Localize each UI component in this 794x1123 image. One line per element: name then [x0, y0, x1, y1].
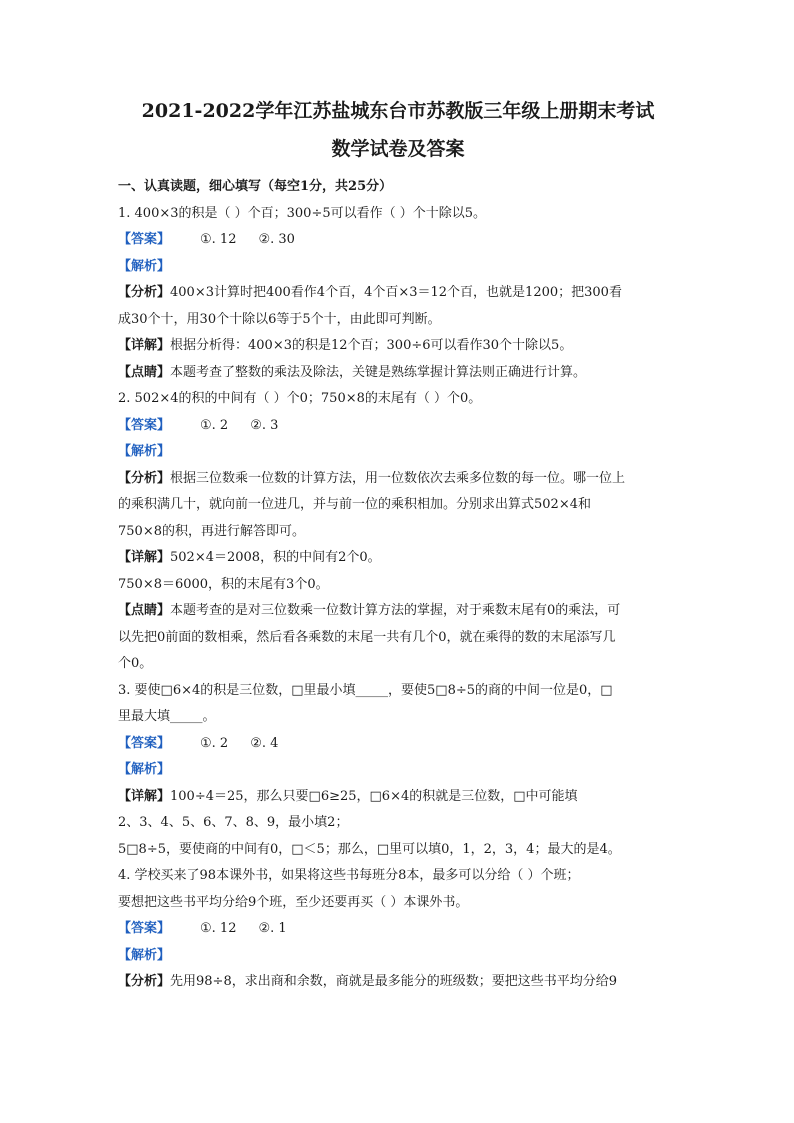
detail-tag: 【详解】: [118, 788, 171, 804]
q2-analysis-tag: [118, 439, 678, 466]
question-3-line-2: 里最大填_____。: [118, 709, 216, 724]
q1-fenxi-1: [118, 280, 678, 307]
q4-answer-2: ②. 1: [258, 921, 287, 936]
q2-answer: [118, 413, 678, 440]
q1-answer-2: ②. 30: [258, 232, 295, 247]
q3-detail-2: 2、3、4、5、6、7、8、9，最小填2；: [118, 815, 349, 830]
question-2: 2. 502×4的积的中间有（ ）个0；750×8的末尾有（ ）个0。: [118, 391, 482, 406]
q1-detail: [118, 333, 678, 360]
answer-tag: 【答案】: [118, 232, 171, 247]
answer-tag: 【答案】: [118, 921, 171, 936]
q4-fenxi-1: [118, 969, 678, 996]
answer-tag: 【答案】: [118, 417, 171, 433]
q2-detail-2: 750×8＝6000，积的末尾有3个0。: [118, 576, 329, 592]
q3-detail-text-1: 100÷4＝25，那么只要□6≥25，□6×4的积就是三位数，□中可能填: [170, 788, 578, 804]
q3-analysis-tag: [118, 757, 678, 784]
detail-tag: 【详解】: [118, 338, 171, 353]
q2-answer-1: ①. 2: [200, 417, 229, 433]
q3-detail-3: 5□8÷5，要使商的中间有0，□＜5；那么，□里可以填0，1，2，3，4；最大的是4。: [118, 841, 621, 857]
q1-analysis-tag: [118, 254, 678, 281]
q2-fenxi-3: 750×8的积，再进行解答即可。: [118, 523, 305, 539]
q3-answer: [118, 731, 678, 758]
document-title-line-2: 数学试卷及答案: [331, 138, 465, 160]
q2-comment-1: [118, 598, 678, 625]
analysis-tag: 【解析】: [118, 258, 171, 274]
question-4-line-1: 4. 学校买来了98本课外书，如果将这些书每班分8本，最多可以分给（ ）个班；: [118, 868, 580, 883]
fenxi-tag: 【分析】: [118, 285, 171, 300]
q2-comment-text-1: 本题考查的是对三位数乘一位数计算方法的掌握，对于乘数末尾有0的乘法，可: [170, 603, 621, 618]
document-title-line-1: 2021-2022学年江苏盐城东台市苏教版三年级上册期末考试: [141, 100, 655, 122]
analysis-tag: 【解析】: [118, 762, 171, 777]
document-page: [118, 96, 678, 996]
fenxi-tag: 【分析】: [118, 974, 171, 989]
q1-answer: [118, 227, 678, 254]
q2-detail-text-1: 502×4＝2008，积的中间有2个0。: [170, 550, 381, 565]
q2-fenxi-text-1: 根据三位数乘一位数的计算方法，用一位数依次去乘多位数的每一位。哪一位上: [170, 470, 626, 486]
question-1: 1. 400×3的积是（ ）个百；300÷5可以看作（ ）个十除以5。: [118, 205, 487, 221]
comment-tag: 【点睛】: [118, 603, 171, 618]
q3-detail-1: [118, 784, 678, 811]
q1-fenxi-2: 成30个十，用30个十除以6等于5个十，由此即可判断。: [118, 311, 441, 327]
q1-answer-1: ①. 12: [200, 232, 237, 247]
q4-answer-1: ①. 12: [200, 921, 237, 936]
detail-tag: 【详解】: [118, 550, 171, 565]
q3-answer-1: ①. 2: [200, 735, 229, 751]
q2-fenxi-2: 的乘积满几十，就向前一位进几，并与前一位的乘积相加。分别求出算式502×4和: [118, 497, 591, 512]
q2-comment-3: 个0。: [118, 656, 153, 671]
q4-answer: [118, 916, 678, 943]
q1-fenxi-text-1: 400×3计算时把400看作4个百，4个百×3＝12个百，也就是1200；把300看: [170, 285, 622, 300]
q1-comment: [118, 360, 678, 387]
question-4-line-2: 要想把这些书平均分给9个班，至少还要再买（ ）本课外书。: [118, 894, 469, 910]
section-heading: 一、认真读题，细心填写（每空1分，共25分）: [118, 179, 393, 194]
q3-answer-2: ②. 4: [250, 735, 279, 751]
q2-comment-2: 以先把0前面的数相乘，然后看各乘数的末尾一共有几个0，就在乘得的数的末尾添写几: [118, 629, 616, 645]
question-3-line-1: 3. 要使□6×4的积是三位数，□里最小填_____，要使5□8÷5的商的中间一位是0，□: [118, 682, 613, 698]
analysis-tag: 【解析】: [118, 444, 171, 459]
q2-fenxi-1: [118, 466, 678, 493]
q1-comment-text: 本题考查了整数的乘法及除法，关键是熟练掌握计算法则正确进行计算。: [170, 364, 587, 380]
q4-fenxi-text-1: 先用98÷8，求出商和余数，商就是最多能分的班级数；要把这些书平均分给9: [170, 974, 617, 989]
q2-detail-1: [118, 545, 678, 572]
comment-tag: 【点睛】: [118, 364, 171, 380]
answer-tag: 【答案】: [118, 735, 171, 751]
q4-analysis-tag: [118, 943, 678, 970]
analysis-tag: 【解析】: [118, 947, 171, 963]
fenxi-tag: 【分析】: [118, 470, 171, 486]
q2-answer-2: ②. 3: [250, 417, 279, 433]
q1-detail-text: 根据分析得：400×3的积是12个百；300÷6可以看作30个十除以5。: [170, 338, 573, 353]
